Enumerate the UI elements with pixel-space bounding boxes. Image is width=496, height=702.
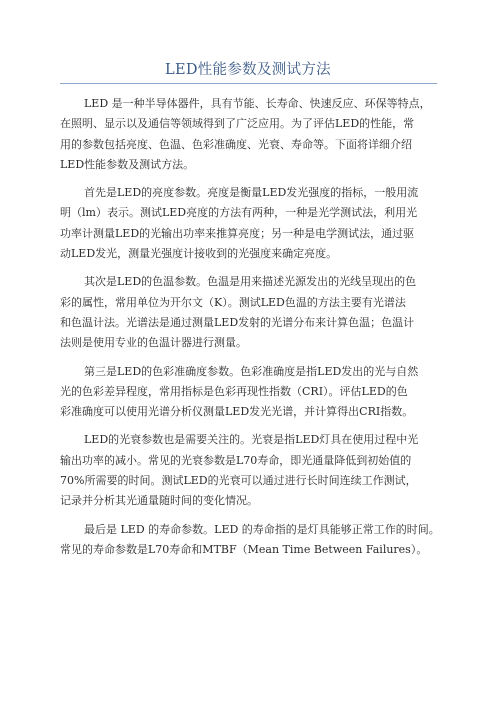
text-line: 在照明、显示以及通信等领域得到了广泛应用。为了评估LED的性能，常: [60, 117, 415, 131]
paragraph-lifetime: [60, 520, 442, 561]
text-line: 明（lm）表示。测试LED亮度的方法有两种，一种是光学测试法，利用光: [60, 206, 418, 220]
document-body: [60, 94, 442, 568]
text-line: 首先是LED的亮度参数。亮度是衡量LED发光强度的指标，一般用流: [84, 186, 419, 200]
paragraph-brightness: [60, 183, 442, 264]
text-line: 第三是LED的色彩准确度参数。色彩准确度是指LED发出的光与自然: [84, 364, 419, 378]
document-title: LED性能参数及测试方法: [165, 62, 331, 78]
paragraph-color-accuracy: [60, 362, 442, 423]
text-line: 记录并分析其光通量随时间的变化情况。: [60, 494, 258, 508]
text-line: 最后是 LED 的寿命参数。LED 的寿命指的是灯具能够正常工作的时间。: [84, 522, 440, 536]
text-line: 光的色彩差异程度，常用指标是色彩再现性指数（CRI）。评估LED的色: [60, 384, 408, 398]
text-line: 其次是LED的色温参数。色温是用来描述光源发出的光线呈现出的色: [84, 275, 417, 289]
title-underline: [60, 83, 437, 84]
paragraph-lumen-decay: [60, 430, 442, 511]
paragraph-color-temperature: [60, 272, 442, 353]
text-line: 常见的寿命参数是L70寿命和MTBF（Mean Time Between Failures）。: [60, 542, 428, 556]
text-line: 用的参数包括亮度、色温、色彩准确度、光衰、寿命等。下面将详细介绍: [60, 137, 412, 151]
text-line: LED的光衰参数也是需要关注的。光衰是指LED灯具在使用过程中光: [84, 433, 419, 447]
text-line: 彩的属性，常用单位为开尔文（K）。测试LED色温的方法主要有光谱法: [60, 295, 406, 309]
text-line: 功率计测量LED的光输出功率来推算亮度；另一种是电学测试法，通过驱: [60, 226, 415, 240]
text-line: 输出功率的减小。常见的光衰参数是L70寿命，即光通量降低到初始值的: [60, 453, 412, 467]
text-line: 70%所需要的时间。测试LED的光衰可以通过进行长时间连续工作测试，: [60, 474, 417, 488]
text-line: 和色温计法。光谱法是通过测量LED发射的光谱分布来计算色温；色温计: [60, 315, 415, 329]
text-line: 彩准确度可以使用光谱分析仪测量LED发光光谱，并计算得出CRI指数。: [60, 405, 414, 419]
text-line: 动LED发光，测量光强度计接收到的光强度来确定亮度。: [60, 247, 338, 261]
text-line: LED 是一种半导体器件，具有节能、长寿命、快速反应、环保等特点，: [84, 97, 431, 110]
paragraph-intro: [60, 94, 442, 175]
text-line: LED性能参数及测试方法。: [60, 157, 195, 171]
text-line: 法则是使用专业的色温计器进行测量。: [60, 336, 247, 350]
